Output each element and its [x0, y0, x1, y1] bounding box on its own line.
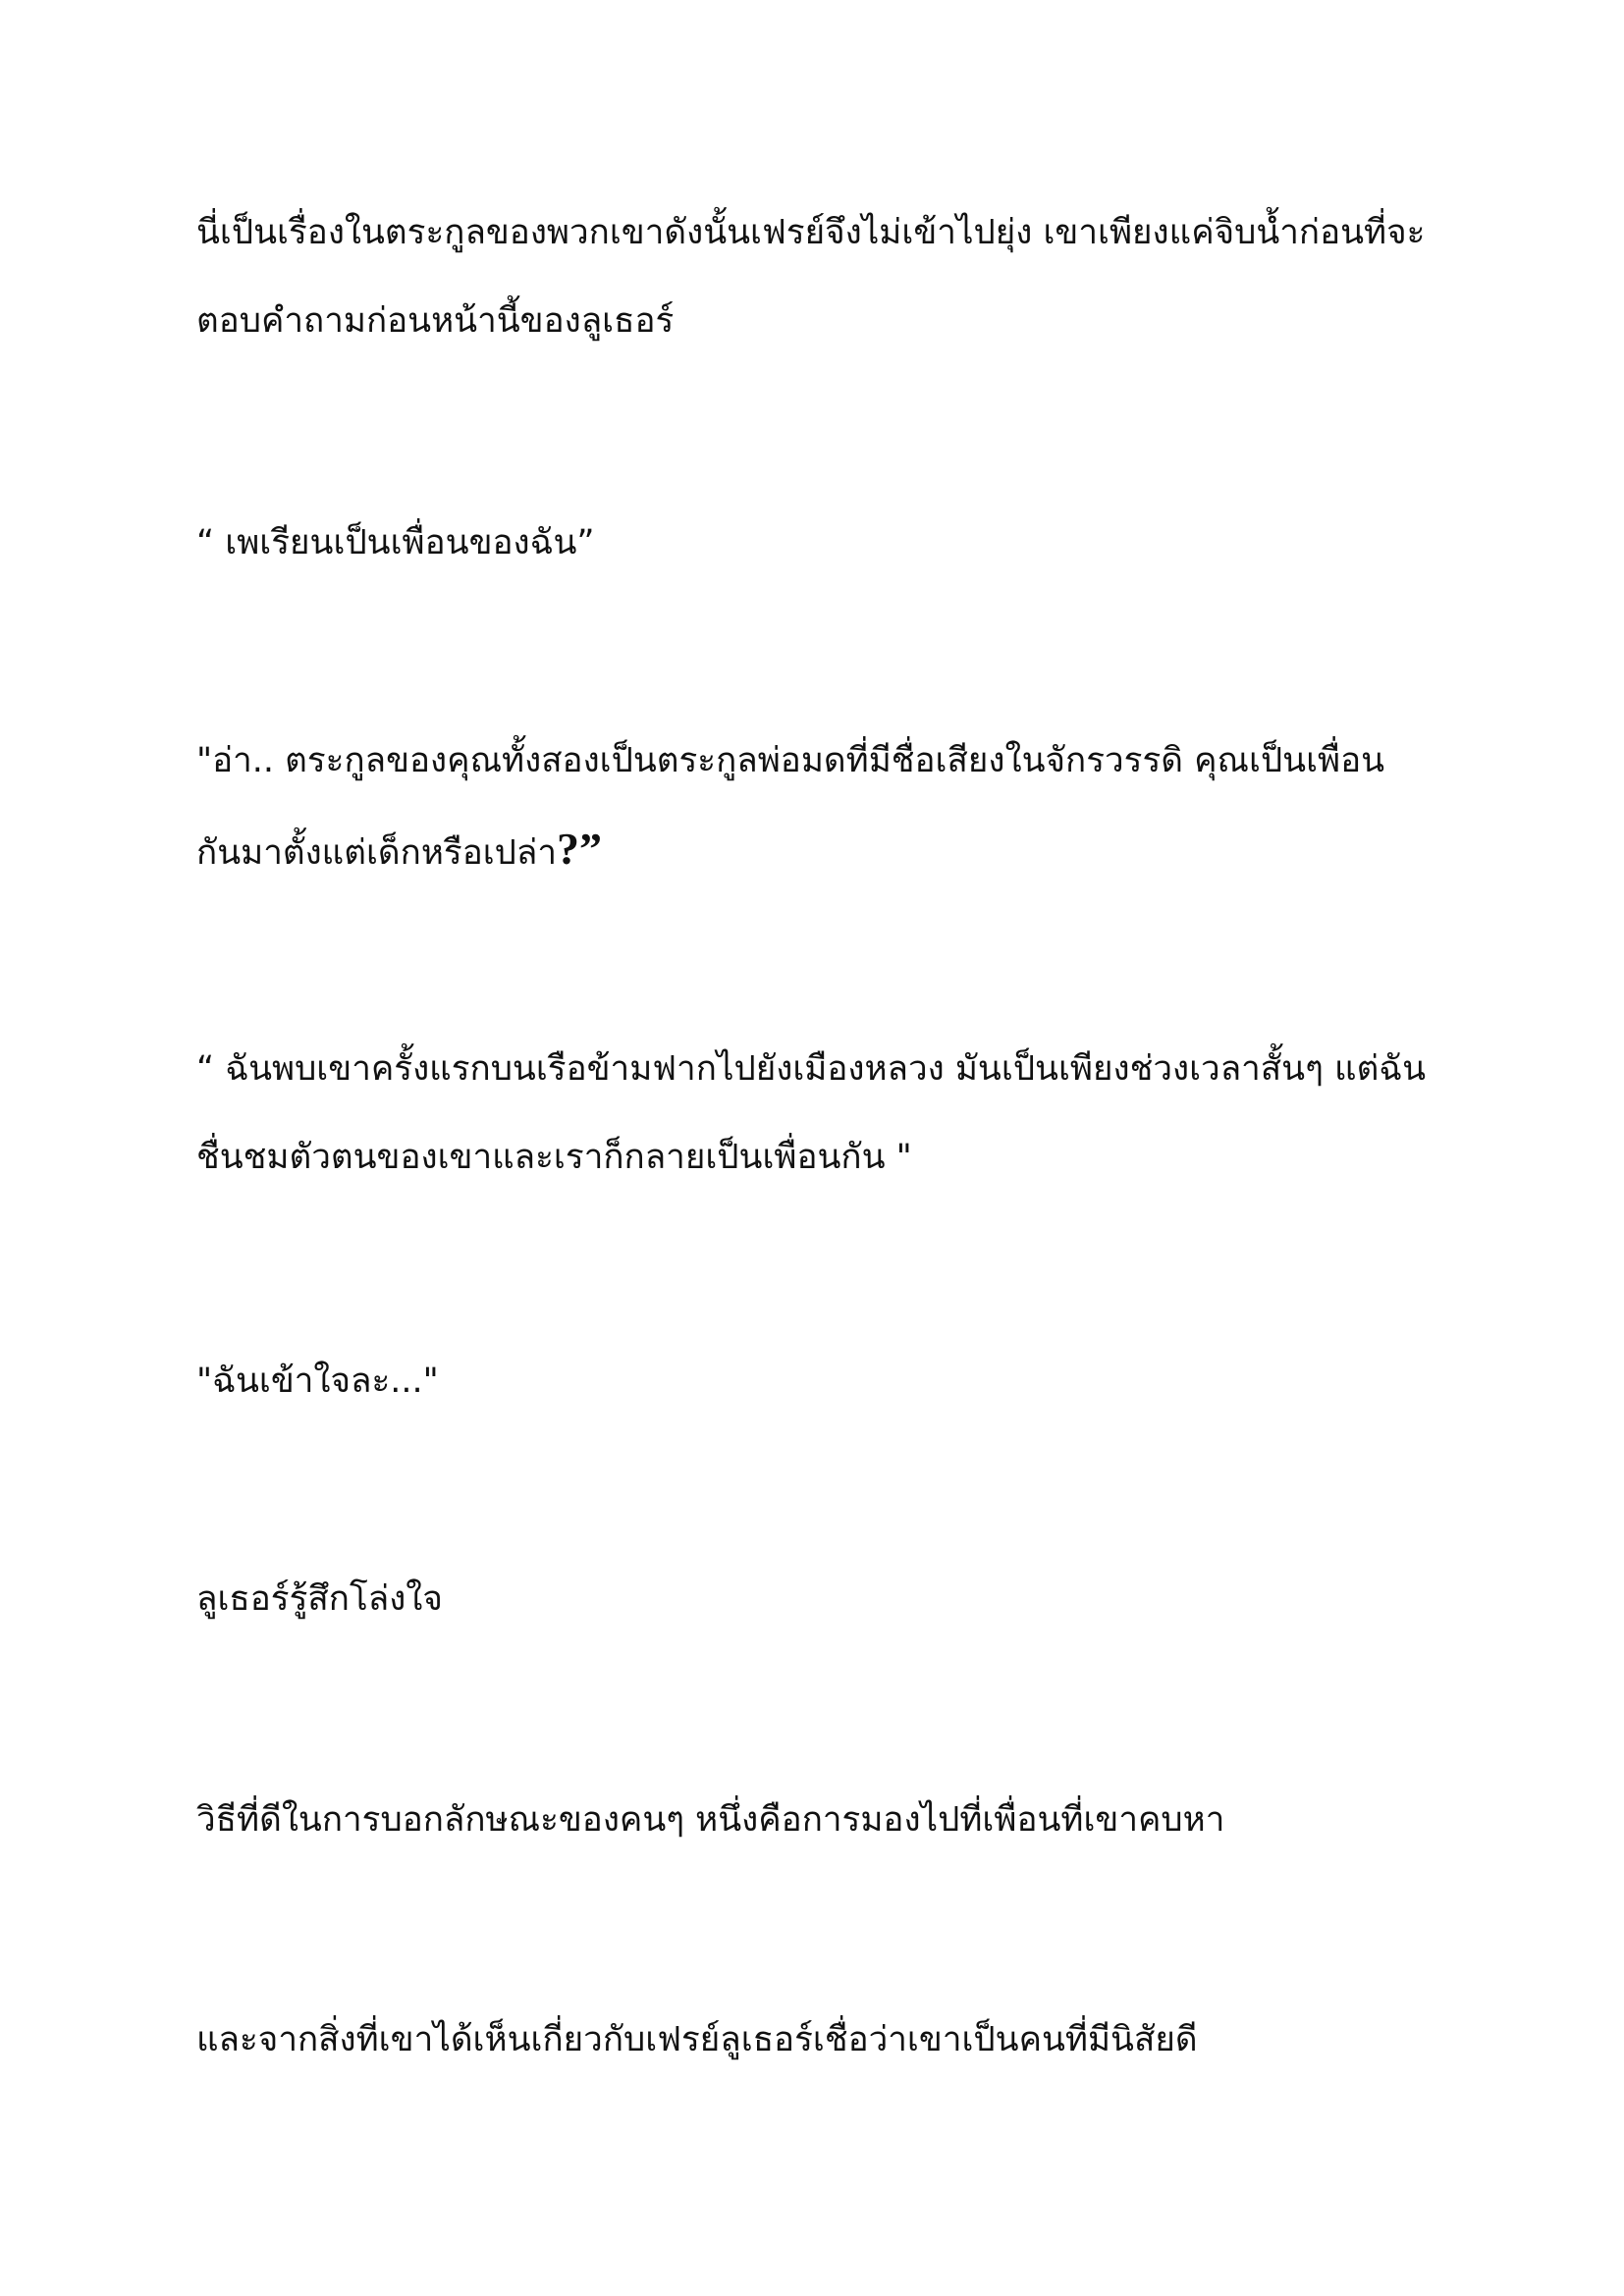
text-line: ชื่นชมตัวตนของเขาและเราก็กลายเป็นเพื่อนกัน "	[196, 1138, 912, 1177]
text-line: "อ่า.. ตระกูลของคุณทั้งสองเป็นตระกูลพ่อมดที่มีชื่อเสียงในจักรวรรดิ คุณเป็นเพื่อน	[196, 741, 1385, 780]
text-line: “ ฉันพบเขาครั้งแรกบนเรือข้ามฟากไปยังเมืองหลวง มันเป็นเพียงช่วงเวลาสั้นๆ แต่ฉัน	[196, 1049, 1427, 1089]
text-line: นี่เป็นเรื่องในตระกูลของพวกเขาดังนั้นเฟรย์จึงไม่เข้าไปยุ่ง เขาเพียงแค่จิบน้ำก่อนที่จะ	[196, 213, 1426, 252]
text-line: “ เพเรียนเป็นเพื่อนของฉัน”	[196, 523, 595, 562]
text-line: ตอบคำถามก่อนหน้านี้ของลูเธอร์	[196, 301, 675, 341]
question-mark-quote: ?”	[557, 824, 603, 874]
paragraph-dialogue-2	[196, 717, 1473, 897]
text-line: "ฉันเข้าใจละ..."	[196, 1362, 439, 1401]
paragraph-narration-3	[196, 1776, 1473, 1864]
paragraph-dialogue-3	[196, 1025, 1473, 1201]
paragraph-narration-4	[196, 1996, 1473, 2084]
paragraph-dialogue-1	[196, 499, 1473, 587]
paragraph-narration-1	[196, 188, 1473, 365]
text-line-with-tail	[196, 805, 1473, 897]
text-line: และจากสิ่งที่เขาได้เห็นเกี่ยวกับเฟรย์ลูเธอร์เชื่อว่าเขาเป็นคนที่มีนิสัยดี	[196, 2020, 1198, 2059]
text-line: ลูเธอร์รู้สึกโล่งใจ	[196, 1579, 443, 1619]
text-line: วิธีที่ดีในการบอกลักษณะของคนๆ หนึ่งคือการมองไปที่เพื่อนที่เขาคบหา	[196, 1800, 1225, 1840]
paragraph-narration-2	[196, 1555, 1473, 1643]
text-line: กันมาตั้งแต่เด็กหรือเปล่า	[196, 833, 558, 873]
paragraph-dialogue-4	[196, 1337, 1473, 1425]
